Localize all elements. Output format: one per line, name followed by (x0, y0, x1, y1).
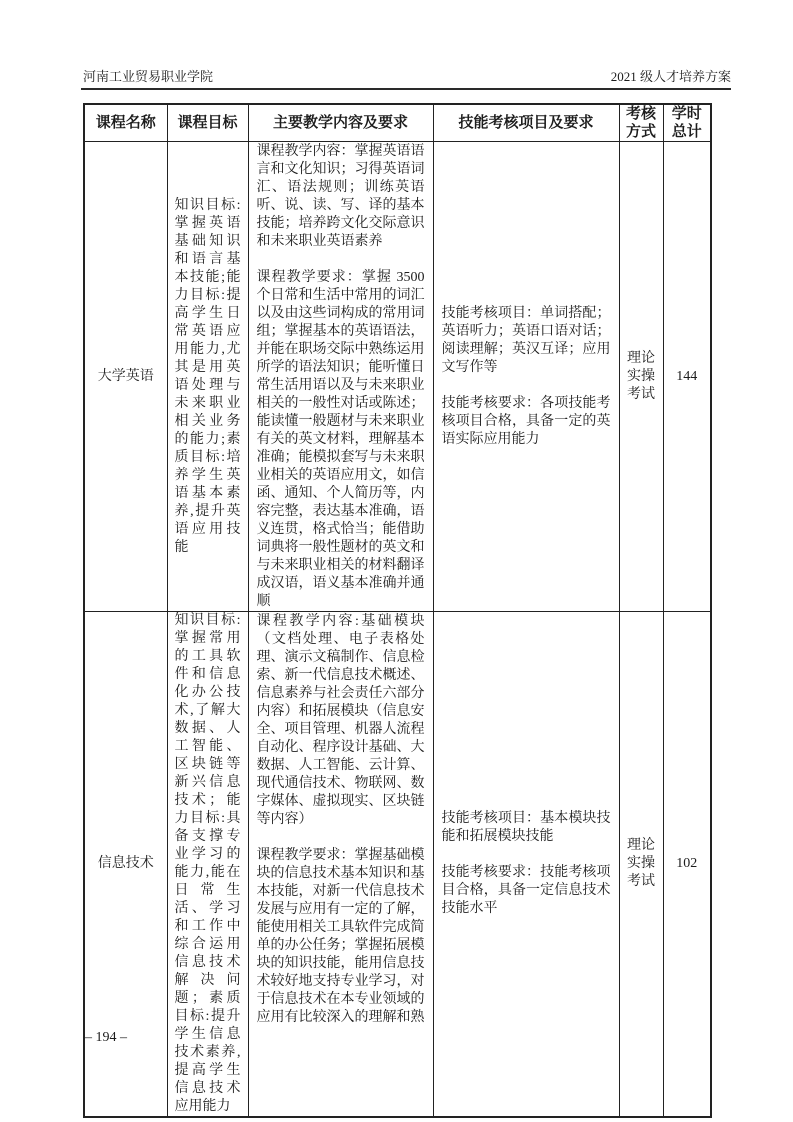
table-header-row (84, 104, 711, 142)
skill-assessment-requirements-paragraph: 技能考核要求：技能考核项目合格，具备一定信息技术技能水平 (441, 865, 611, 916)
skill-assessment-items-paragraph: 技能考核项目：单词搭配；英语听力；英语口语对话；阅读理解；英汉互译；应用文写作等 (441, 305, 611, 375)
course-objectives-cell: 知识目标:掌握常用的工具软件和信息化办公技术,了解大数据、人工智能、区块链等新兴信息技术；能力目标:具备支撑专业学习的能力,能在日常生活、学习和工作中综合运用信息技术解决问题；素质目标:提升学生信息技术素养,提高学生信息技术应用能力 (167, 612, 248, 1118)
course-objectives-cell: 知识目标:掌握英语基础知识和语言基本技能;能力目标:提高学生日常英语应用能力,尤其是用英语处理与未来职业相关业务的能力;素质目标:培养学生英语基本素养,提升英语应用技能 (167, 142, 248, 612)
teaching-requirements-paragraph: 课程教学要求：掌握 3500 个日常和生活中常用的词汇以及由这些词构成的常用词组；掌握基本的英语语法，并能在职场交际中熟练运用所学的语法知识；能听懂日常生活用语以及与未来职业相关的一般性对话或陈述；能读懂一般题材与未来职业有关的英文材料，理解基本准确；能模拟套写与未来职业相关的英语应用文，如信函、通知、个人简历等，内容完整，表达基本准确，语义连贯，格式恰当；能借助词典将一般性题材的英文和与未来职业相关的材料翻译成汉语，语义基本准确并通顺 (256, 270, 425, 609)
skill-assessment-cell (433, 612, 619, 1118)
teaching-content-paragraph: 课程教学内容:基础模块（文档处理、电子表格处理、演示文稿制作、信息检索、新一代信息技术概述、信息素养与社会责任六部分内容）和拓展模块（信息安全、项目管理、机器人流程自动化、程序设计基础、大数据、人工智能、云计算、现代通信技术、物联网、数字媒体、虚拟现实、区块链等内容） (256, 614, 425, 827)
skill-assessment-cell (433, 142, 619, 612)
school-name: 河南工业贸易职业学院 (83, 69, 214, 84)
skill-assessment-requirements-paragraph: 技能考核要求：各项技能考核项目合格，具备一定的英语实际应用能力 (441, 395, 611, 447)
col-header-skill-assessment: 技能考核项目及要求 (433, 104, 619, 142)
teaching-content-paragraph: 课程教学内容：掌握英语语言和文化知识；习得英语词汇、语法规则；训练英语听、说、读、写、译的基本技能；培养跨文化交际意识和未来职业英语素养 (256, 144, 425, 249)
assessment-method-cell: 理论实操考试 (619, 612, 663, 1118)
table-row-college-english (84, 142, 711, 612)
document-title: 2021 级人才培养方案 (610, 69, 731, 84)
assessment-method-cell: 理论实操考试 (619, 142, 663, 612)
col-header-course-objectives: 课程目标 (167, 104, 248, 142)
col-header-teaching-content: 主要教学内容及要求 (248, 104, 433, 142)
course-name-cell: 信息技术 (84, 612, 167, 1118)
teaching-requirements-paragraph: 课程教学要求：掌握基础模块的信息技术基本知识和基本技能，对新一代信息技术发展与应用有一定的了解，能使用相关工具软件完成简单的办公任务；掌握拓展模块的知识技能，能用信息技术较好地支持专业学习，对于信息技术在本专业领域的应用有比较深入的理解和熟 (256, 848, 425, 1025)
header-rule (81, 88, 731, 90)
teaching-content-cell (248, 612, 433, 1118)
teaching-content-cell (248, 142, 433, 612)
col-header-assessment-method: 考核方式 (619, 104, 663, 142)
course-table (83, 103, 712, 1118)
skill-assessment-items-paragraph: 技能考核项目：基本模块技能和拓展模块技能 (441, 811, 611, 844)
total-hours-cell: 144 (663, 142, 711, 612)
table-row-information-technology (84, 612, 711, 1118)
page-header (83, 66, 731, 85)
page-number: – 194 – (85, 1030, 127, 1045)
course-name-cell: 大学英语 (84, 142, 167, 612)
total-hours-cell: 102 (663, 612, 711, 1118)
col-header-course-name: 课程名称 (84, 104, 167, 142)
col-header-total-hours: 学时总计 (663, 104, 711, 142)
